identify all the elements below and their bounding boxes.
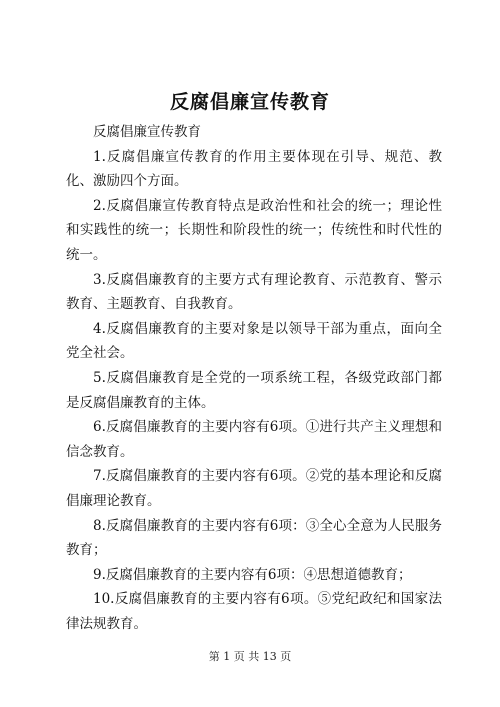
paragraph-4: 4.反腐倡廉教育的主要对象是以领导干部为重点，面向全党全社会。 bbox=[66, 320, 442, 362]
page-footer: 第 1 页 共 13 页 bbox=[208, 650, 292, 663]
paragraph-7: 7.反腐倡廉教育的主要内容有6项。②党的基本理论和反腐倡廉理论教育。 bbox=[66, 468, 442, 509]
paragraph-10: 10.反腐倡廉教育的主要内容有6项。⑤党纪政纪和国家法律法规教育。 bbox=[66, 591, 442, 632]
document-title: 反腐倡廉宣传教育 bbox=[169, 91, 330, 113]
paragraph-3: 3.反腐倡廉教育的主要方式有理论教育、示范教育、警示教育、主题教育、自我教育。 bbox=[66, 271, 442, 313]
paragraph-8: 8.反腐倡廉教育的主要内容有6项：③全心全意为人民服务教育； bbox=[66, 517, 442, 559]
paragraph-1: 1.反腐倡廉宣传教育的作用主要体现在引导、规范、教化、激励四个方面。 bbox=[66, 148, 442, 190]
paragraph-9: 9.反腐倡廉教育的主要内容有6项：④思想道德教育； bbox=[93, 566, 412, 583]
document-body bbox=[66, 120, 442, 636]
paragraph-subtitle: 反腐倡廉宣传教育 bbox=[93, 124, 201, 140]
paragraph-2: 2.反腐倡廉宣传教育特点是政治性和社会的统一；理论性和实践性的统一；长期性和阶段性的统一；传统性和时代性的统一。 bbox=[66, 197, 442, 263]
paragraph-5: 5.反腐倡廉教育是全党的一项系统工程，各级党政部门都是反腐倡廉教育的主体。 bbox=[66, 369, 442, 411]
paragraph-6: 6.反腐倡廉教育的主要内容有6项。①进行共产主义理想和信念教育。 bbox=[66, 419, 442, 460]
